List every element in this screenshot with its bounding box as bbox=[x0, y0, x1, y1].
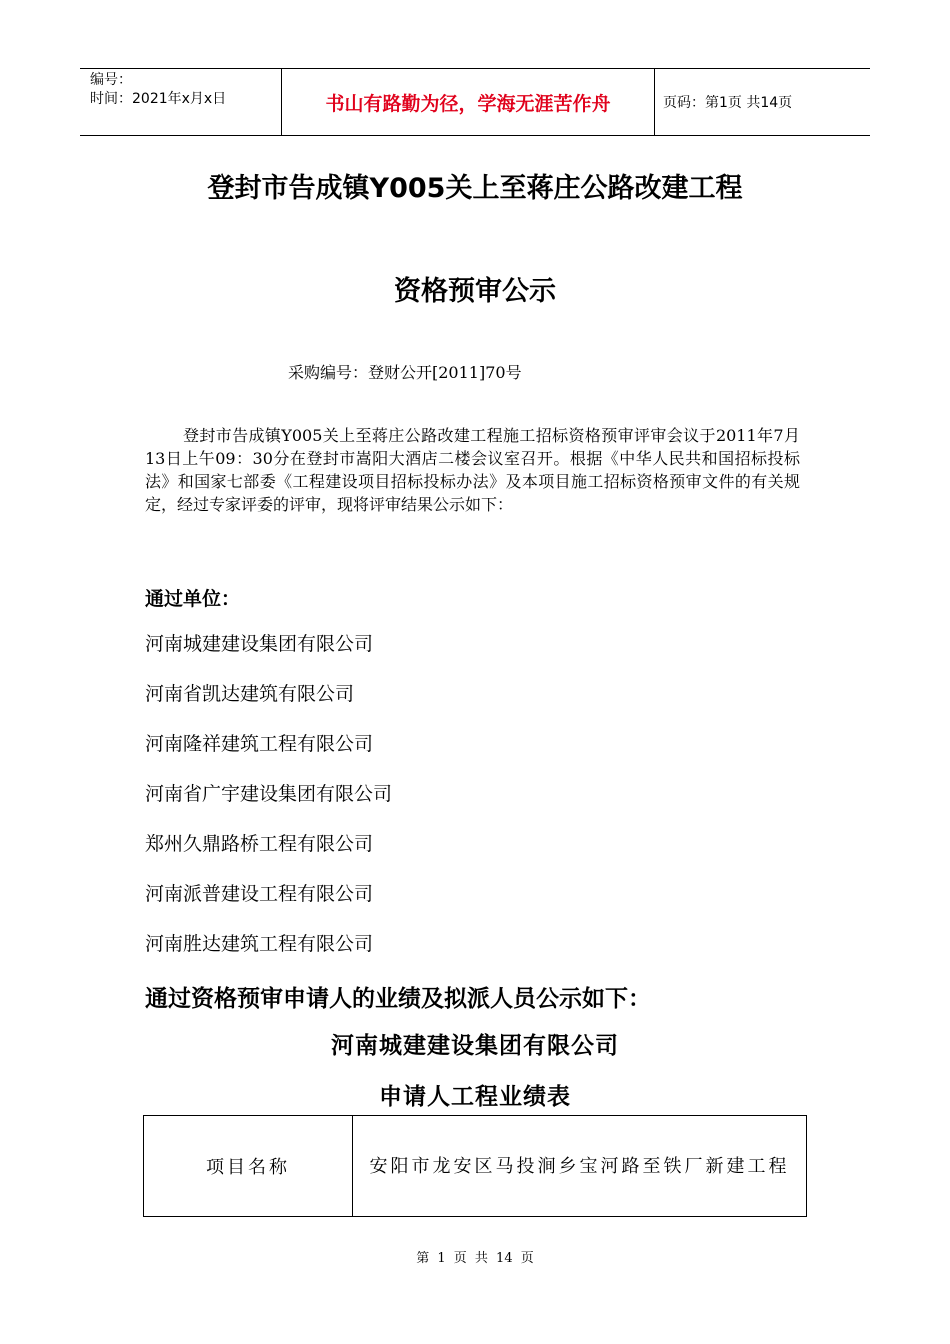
performance-heading: 通过资格预审申请人的业绩及拟派人员公示如下： bbox=[145, 986, 651, 1012]
intro-paragraph: 登封市告成镇Y005关上至蒋庄公路改建工程施工招标资格预审评审会议于2011年7月13日上午09：30分在登封市嵩阳大酒店二楼会议室召开。根据《中华人民共和国招标投标法》和国家七部委《工程建设项目招标投标办法》及本项目施工招标资格预审文件的有关规定，经过专家评委的评审，现将评审结果公示如下： bbox=[145, 426, 800, 514]
document-number-label: 编号： bbox=[90, 72, 132, 88]
passed-company-list bbox=[145, 628, 392, 978]
table-heading: 申请人工程业绩表 bbox=[379, 1084, 571, 1110]
passed-units-label: 通过单位： bbox=[145, 588, 241, 610]
list-item: 河南省凯达建筑有限公司 bbox=[145, 683, 355, 705]
document-subtitle: 资格预审公示 bbox=[394, 276, 556, 307]
document-title: 登封市告成镇Y005关上至蒋庄公路改建工程 bbox=[207, 173, 743, 204]
header-motto: 书山有路勤为径，学海无涯苦作舟 bbox=[281, 69, 655, 135]
list-item: 河南胜达建筑工程有限公司 bbox=[145, 933, 374, 955]
list-item: 河南隆祥建筑工程有限公司 bbox=[145, 733, 374, 755]
project-name-value: 安阳市龙安区马投涧乡宝河路至铁厂新建工程 bbox=[353, 1116, 807, 1217]
page-footer: 第 1 页 共 14 页 bbox=[416, 1251, 534, 1266]
document-date: 时间：2021年x月x日 bbox=[90, 91, 227, 107]
procurement-number: 采购编号：登财公开[2011]70号 bbox=[288, 363, 522, 382]
list-item: 河南省广宇建设集团有限公司 bbox=[145, 783, 393, 805]
performance-table bbox=[143, 1115, 807, 1217]
list-item: 郑州久鼎路桥工程有限公司 bbox=[145, 833, 374, 855]
table-row bbox=[144, 1116, 807, 1217]
list-item: 河南城建建设集团有限公司 bbox=[145, 633, 374, 655]
page-header bbox=[80, 68, 870, 136]
list-item: 河南派普建设工程有限公司 bbox=[145, 883, 374, 905]
project-name-label: 项目名称 bbox=[144, 1116, 353, 1217]
company-heading: 河南城建建设集团有限公司 bbox=[331, 1033, 619, 1059]
header-meta bbox=[80, 69, 281, 135]
header-page-info: 页码：第1页 共14页 bbox=[663, 95, 793, 111]
